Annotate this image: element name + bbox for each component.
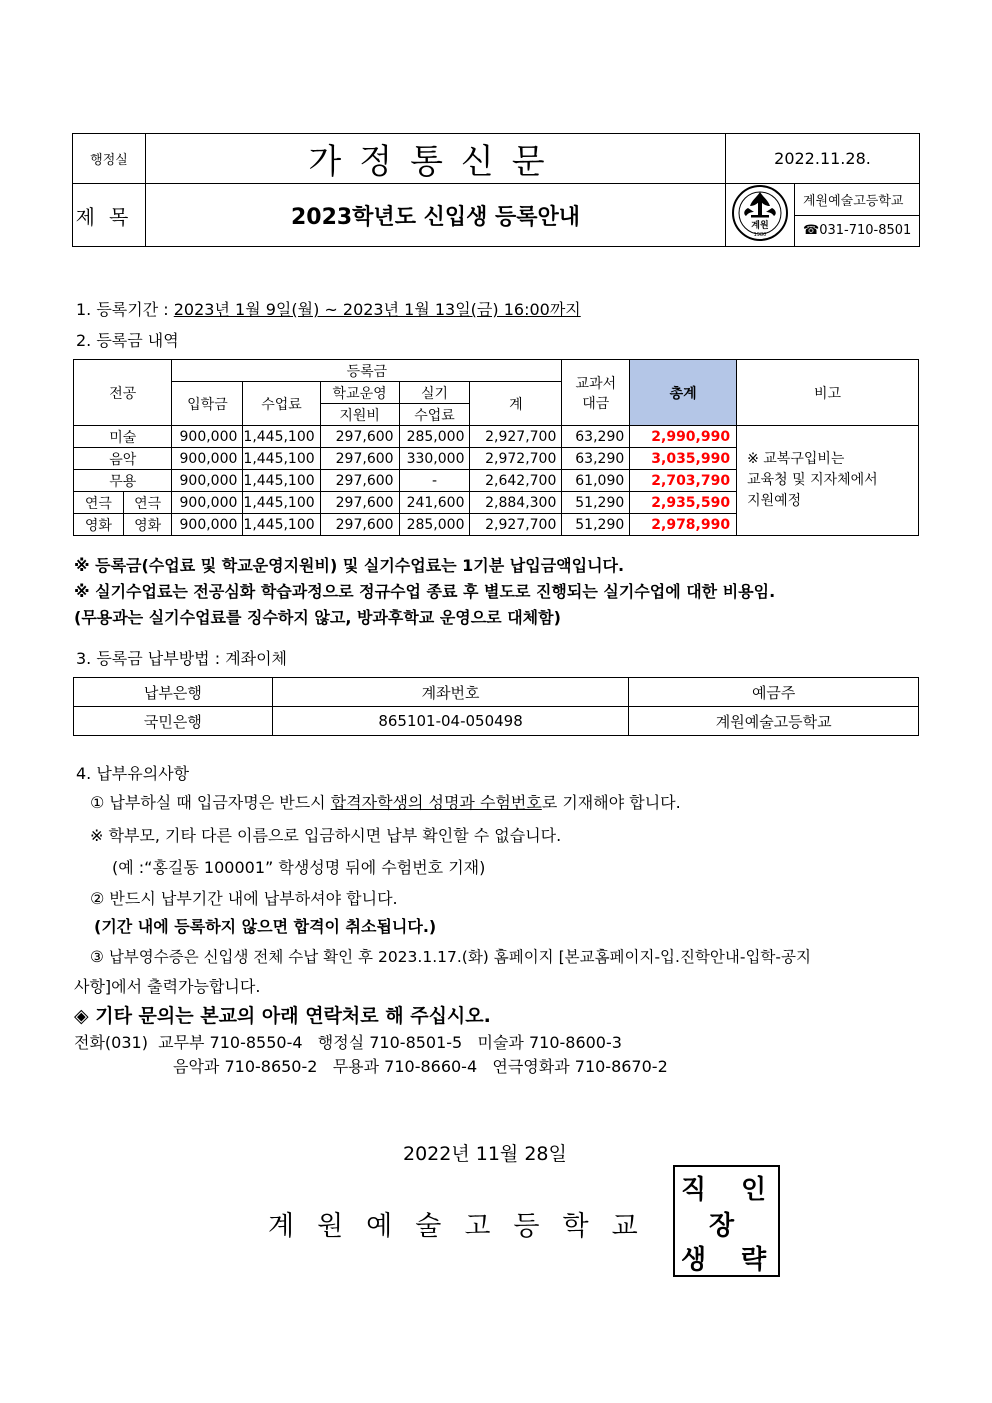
note-2: ※ 실기수업료는 전공심화 학습과정으로 정규수업 종료 후 별도로 진행되는 실기수업에 대한 비용임. bbox=[74, 582, 776, 601]
school-emblem-icon bbox=[730, 184, 790, 242]
document-title: 가정통신문 bbox=[146, 134, 726, 184]
col-entrance: 입학금 bbox=[172, 382, 243, 426]
col-support-1: 학교운영 bbox=[320, 382, 399, 404]
fee-table bbox=[73, 359, 919, 536]
account-holder: 계원예술고등학교 bbox=[629, 707, 919, 736]
caution-item-1-note: ※ 학부모, 기타 다른 이름으로 입금하시면 납부 확인할 수 없습니다. bbox=[90, 826, 562, 845]
caution-item-1: ① 납부하실 때 입금자명은 반드시 합격자학생의 성명과 수험번호로 기재해야 합니다. bbox=[90, 793, 681, 812]
caution-item-2: ② 반드시 납부기간 내에 납부하셔야 합니다. bbox=[90, 889, 398, 908]
dept-label: 행정실 bbox=[73, 134, 146, 184]
contact-title: ◈ 기타 문의는 본교의 아래 연락처로 해 주십시오. bbox=[74, 1005, 491, 1027]
caution-title: 4. 납부유의사항 bbox=[76, 764, 190, 783]
note-3: (무용과는 실기수업료를 징수하지 않고, 방과후학교 운영으로 대체함) bbox=[74, 608, 561, 627]
contact-line-1: 전화(031) 교무부 710-8550-4 행정실 710-8501-5 미술과 710-8600-3 bbox=[74, 1033, 622, 1052]
fee-section-title: 2. 등록금 내역 bbox=[76, 331, 179, 350]
col-support-2: 지원비 bbox=[320, 404, 399, 426]
footer-school: 계원예술고등학교 bbox=[268, 1211, 661, 1242]
period-value: 2023년 1월 9일(월) ~ 2023년 1월 13일(금) 16:00까지 bbox=[173, 300, 581, 319]
col-tuition: 수업료 bbox=[243, 382, 320, 426]
note-cell: ※ 교복구입비는 교육청 및 지자체에서 지원예정 bbox=[737, 426, 919, 536]
issue-date: 2022.11.28. bbox=[726, 134, 920, 184]
caution-item-3: ③ 납부영수증은 신입생 전체 수납 확인 후 2023.1.17.(화) 홈페이지 [본교홈페이지-입.진학안내-입학-공지 bbox=[90, 948, 811, 966]
bank-name: 국민은행 bbox=[74, 707, 273, 736]
note-1: ※ 등록금(수업료 및 학교운영지원비) 및 실기수업료는 1기분 납입금액입니다. bbox=[74, 556, 625, 575]
caution-item-2-bold: (기간 내에 등록하지 않으면 합격이 취소됩니다.) bbox=[94, 917, 437, 936]
footer-date: 2022년 11월 28일 bbox=[403, 1143, 567, 1165]
col-bank: 납부은행 bbox=[74, 678, 273, 707]
col-textbook: 교과서 대금 bbox=[562, 360, 630, 426]
table-row bbox=[74, 707, 919, 736]
school-logo bbox=[726, 184, 795, 247]
svg-text:1980: 1980 bbox=[753, 232, 767, 238]
col-holder: 예금주 bbox=[629, 678, 919, 707]
table-row: 연극 연극 900,000 1,445,100 297,600 241,600 2,884,300 51,290 2,935,590 bbox=[74, 492, 919, 514]
payment-method: 3. 등록금 납부방법 : 계좌이체 bbox=[76, 649, 288, 668]
caution-item-3-cont: 사항]에서 출력가능합니다. bbox=[74, 977, 261, 996]
col-practice-1: 실기 bbox=[399, 382, 470, 404]
document-header bbox=[72, 133, 920, 247]
registration-period bbox=[76, 297, 581, 320]
principal-seal: 직 인 장 생 략 bbox=[673, 1165, 780, 1277]
col-tuition-group: 등록금 bbox=[172, 360, 562, 382]
table-row: 미술 900,000 1,445,100 297,600 285,000 2,927,700 63,290 2,990,990 ※ 교복구입비는 교육청 및 지자체에서 지원예정 bbox=[74, 426, 919, 448]
subject-label: 제목 bbox=[73, 184, 146, 247]
col-major: 전공 bbox=[74, 360, 172, 426]
school-name-cell: 계원예술고등학교 bbox=[795, 184, 920, 216]
col-note: 비고 bbox=[737, 360, 919, 426]
svg-text:계원: 계원 bbox=[751, 221, 769, 231]
school-phone: ☎031-710-8501 bbox=[795, 215, 920, 247]
table-row: 무용 900,000 1,445,100 297,600 - 2,642,700 61,090 2,703,790 bbox=[74, 470, 919, 492]
col-subtotal: 계 bbox=[470, 382, 562, 426]
subject-title: 2023학년도 신입생 등록안내 bbox=[146, 184, 726, 247]
period-prefix: 1. 등록기간 : bbox=[76, 300, 174, 319]
table-row: 음악 900,000 1,445,100 297,600 330,000 2,972,700 63,290 3,035,990 bbox=[74, 448, 919, 470]
account-number: 865101-04-050498 bbox=[272, 707, 629, 736]
col-total: 총계 bbox=[630, 360, 737, 426]
table-row: 영화 영화 900,000 1,445,100 297,600 285,000 2,927,700 51,290 2,978,990 bbox=[74, 514, 919, 536]
col-account: 계좌번호 bbox=[272, 678, 629, 707]
caution-item-1-example: (예 :“홍길동 100001” 학생성명 뒤에 수험번호 기재) bbox=[112, 858, 486, 877]
col-practice-2: 수업료 bbox=[399, 404, 470, 426]
contact-line-2: 음악과 710-8650-2 무용과 710-8660-4 연극영화과 710-8670-2 bbox=[173, 1057, 668, 1076]
bank-table bbox=[73, 677, 919, 736]
